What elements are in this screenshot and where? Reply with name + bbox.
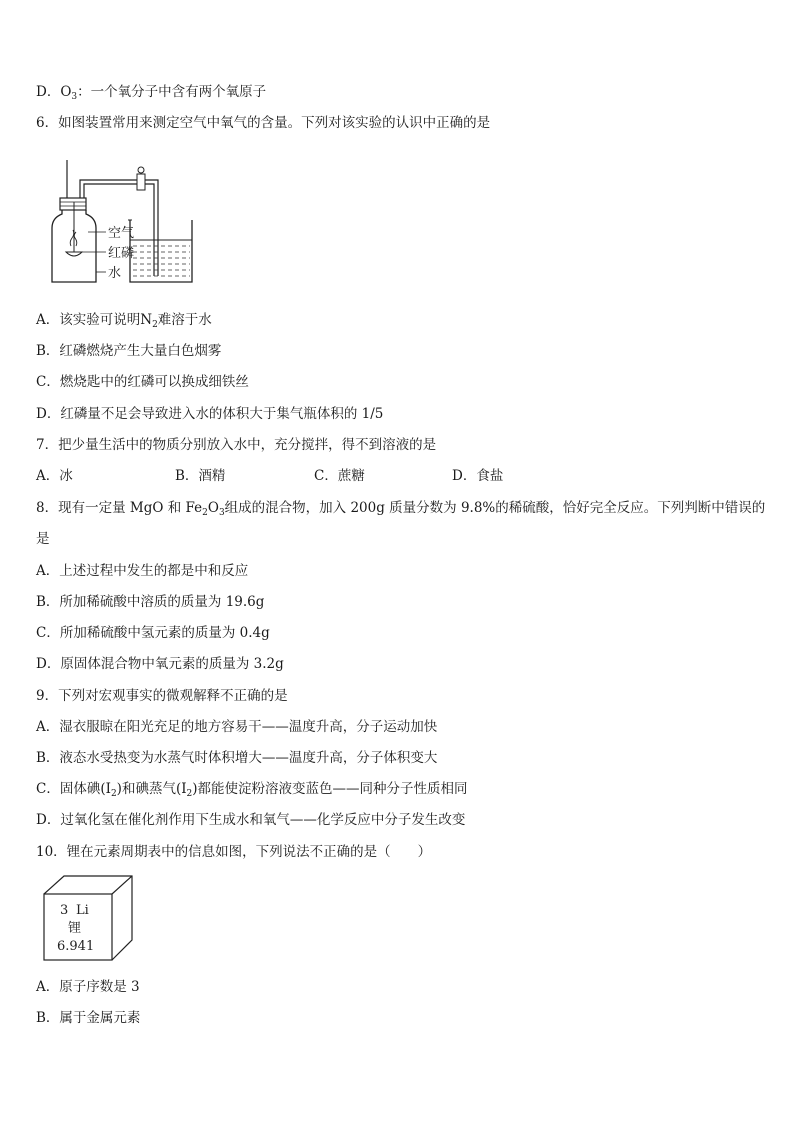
q7-options [36,466,758,486]
q10-option-b: B．属于金属元素 [36,1010,141,1026]
q7-option-b: B．酒精 [175,468,226,484]
label-air: 空气 [108,226,135,241]
lithium-element-card [40,872,136,964]
q9-option-c: C．固体碘$(I_2)$和碘蒸气$(I_2)$都能使淀粉溶液变蓝色——同种分子性质相同 [36,781,468,799]
q6-option-d: D．红磷量不足会导致进入水的体积大于集气瓶体积的 1/5 [36,406,384,422]
q9-stem: 9．下列对宏观事实的微观解释不正确的是 [36,688,288,704]
q6-option-b: B．红磷燃烧产生大量白色烟雾 [36,343,222,359]
q10-option-a: A．原子序数是 3 [36,979,140,995]
oxygen-measurement-apparatus [44,160,204,290]
q6-stem: 6．如图装置常用来测定空气中氧气的含量。下列对该实验的认识中正确的是 [36,115,491,131]
q7-option-c: C．蔗糖 [314,468,365,484]
label-red-phosphorus: 红磷 [108,246,135,261]
q8-option-c: C．所加稀硫酸中氢元素的质量为 0.4g [36,625,270,641]
q6-option-c: C．燃烧匙中的红磷可以换成细铁丝 [36,374,249,390]
q9-option-b: B．液态水受热变为水蒸气时体积增大——温度升高，分子体积变大 [36,750,438,766]
q8-stem: 8．现有一定量 MgO 和 $Fe_2O_3$组成的混合物，加入 200g 质量分数为 9.8%的稀硫酸，恰好完全反应。下列判断中错误的 [36,500,766,518]
element-symbol: Li [76,903,89,918]
q10-stem: 10．锂在元素周期表中的信息如图，下列说法不正确的是（ ） [36,844,432,860]
q9-option-d: D．过氧化氢在催化剂作用下生成水和氧气——化学反应中分子发生改变 [36,812,466,828]
q5-option-d: D．$O_3$：一个氧分子中含有两个氧原子 [36,84,267,102]
q7-option-d: D．食盐 [452,468,504,484]
label-water: 水 [108,266,122,281]
element-number: 3 [60,903,69,918]
q8-option-b: B．所加稀硫酸中溶质的质量为 19.6g [36,594,265,610]
q6-option-a: A．该实验可说明$N_2$难溶于水 [36,312,212,330]
q7-option-a: A．冰 [36,468,73,484]
q8-option-a: A．上述过程中发生的都是中和反应 [36,563,249,579]
q7-stem: 7．把少量生活中的物质分别放入水中，充分搅拌，得不到溶液的是 [36,437,437,453]
element-name: 锂 [68,921,82,936]
q9-option-a: A．湿衣服晾在阳光充足的地方容易干——温度升高，分子运动加快 [36,719,438,735]
element-mass: 6.941 [57,939,95,954]
q8-option-d: D．原固体混合物中氧元素的质量为 3.2g [36,656,284,672]
q8-stem-line2: 是 [36,531,50,547]
